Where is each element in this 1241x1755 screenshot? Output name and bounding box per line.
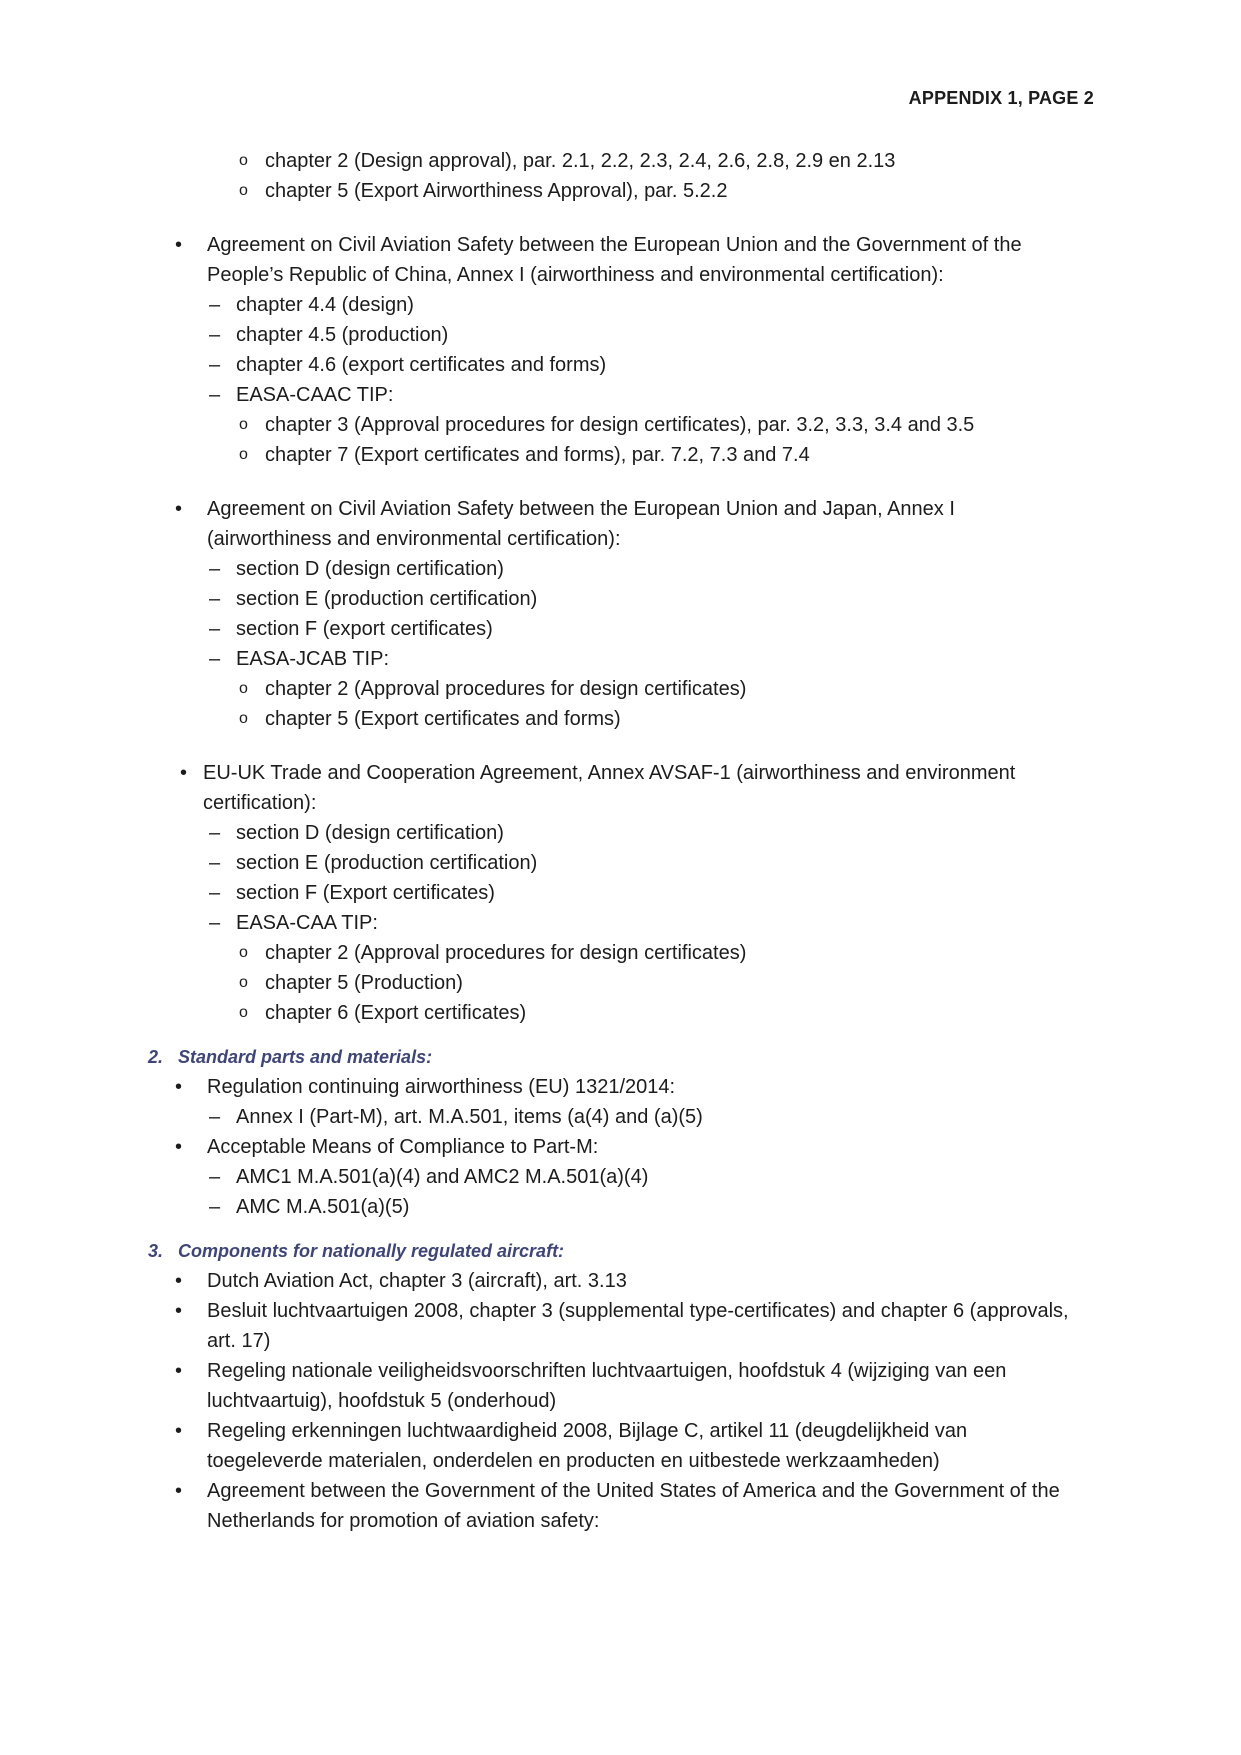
dot-bullet-icon: • bbox=[175, 1270, 183, 1292]
list-item bbox=[0, 290, 1241, 320]
list-item bbox=[0, 380, 1241, 410]
list-item bbox=[0, 176, 1241, 206]
list-item bbox=[0, 1192, 1241, 1222]
list-item-text: chapter 6 (Export certificates) bbox=[265, 1002, 527, 1024]
list-item bbox=[0, 644, 1241, 674]
section-title: Components for nationally regulated aircraft: bbox=[178, 1241, 565, 1261]
dash-bullet-icon: – bbox=[209, 384, 221, 406]
dash-bullet-icon: – bbox=[209, 882, 221, 904]
dot-bullet-icon: • bbox=[175, 1300, 183, 1322]
list-item-text: chapter 4.5 (production) bbox=[236, 324, 449, 346]
list-item bbox=[0, 1162, 1241, 1192]
list-item-text: Regeling erkenningen luchtwaardigheid 2008, Bijlage C, artikel 11 (deugdelijkheid van toegeleverde materialen, onderdelen en producten en uitbestede werkzaamheden) bbox=[207, 1420, 968, 1472]
list-item bbox=[0, 908, 1241, 938]
section-number: 2. bbox=[148, 1047, 164, 1067]
dot-bullet-icon: • bbox=[175, 1360, 183, 1382]
list-item bbox=[0, 998, 1241, 1028]
list-item-text: section F (export certificates) bbox=[236, 618, 493, 640]
agreement-japan bbox=[0, 494, 1241, 554]
section-heading-standard-parts bbox=[0, 1042, 1241, 1072]
list-item bbox=[0, 878, 1241, 908]
list-item-text: section E (production certification) bbox=[236, 588, 538, 610]
list-item-text: section E (production certification) bbox=[236, 852, 538, 874]
list-item bbox=[0, 1476, 1241, 1536]
list-item bbox=[0, 938, 1241, 968]
list-item-text: Dutch Aviation Act, chapter 3 (aircraft), art. 3.13 bbox=[207, 1270, 627, 1292]
agreement-uk bbox=[0, 758, 1241, 818]
circle-bullet-icon: o bbox=[239, 710, 248, 727]
list-item bbox=[0, 1296, 1241, 1356]
list-item bbox=[0, 704, 1241, 734]
list-item-text: section D (design certification) bbox=[236, 822, 504, 844]
dot-bullet-icon: • bbox=[175, 234, 183, 256]
circle-bullet-icon: o bbox=[239, 416, 248, 433]
list-item-text: EASA-JCAB TIP: bbox=[236, 648, 390, 670]
dot-bullet-icon: • bbox=[175, 1480, 183, 1502]
dash-bullet-icon: – bbox=[209, 822, 221, 844]
list-item bbox=[0, 410, 1241, 440]
list-item bbox=[0, 320, 1241, 350]
dash-bullet-icon: – bbox=[209, 324, 221, 346]
dash-bullet-icon: – bbox=[209, 354, 221, 376]
list-item-text: chapter 3 (Approval procedures for design certificates), par. 3.2, 3.3, 3.4 and 3.5 bbox=[265, 414, 975, 436]
dot-bullet-icon: • bbox=[175, 1136, 183, 1158]
dash-bullet-icon: – bbox=[209, 588, 221, 610]
list-item-text: chapter 2 (Approval procedures for design certificates) bbox=[265, 678, 747, 700]
circle-bullet-icon: o bbox=[239, 152, 248, 169]
dash-bullet-icon: – bbox=[209, 294, 221, 316]
page-header: APPENDIX 1, PAGE 2 bbox=[908, 88, 1094, 108]
document-body bbox=[0, 146, 1241, 1536]
dash-bullet-icon: – bbox=[209, 852, 221, 874]
list-item bbox=[0, 1102, 1241, 1132]
list-item-text: chapter 5 (Production) bbox=[265, 972, 463, 994]
list-item bbox=[0, 554, 1241, 584]
list-item-text: chapter 5 (Export certificates and forms) bbox=[265, 708, 621, 730]
list-item-text: EASA-CAAC TIP: bbox=[236, 384, 394, 406]
circle-bullet-icon: o bbox=[239, 680, 248, 697]
list-item-text: Besluit luchtvaartuigen 2008, chapter 3 (supplemental type-certificates) and chapter 6 (approvals, art. 17) bbox=[207, 1300, 1069, 1352]
dash-bullet-icon: – bbox=[209, 912, 221, 934]
list-item bbox=[0, 818, 1241, 848]
circle-bullet-icon: o bbox=[239, 974, 248, 991]
list-item bbox=[0, 440, 1241, 470]
list-item bbox=[0, 1266, 1241, 1296]
list-item-text: Annex I (Part-M), art. M.A.501, items (a(4) and (a)(5) bbox=[236, 1106, 703, 1128]
list-item bbox=[0, 1356, 1241, 1416]
list-item-text: section F (Export certificates) bbox=[236, 882, 495, 904]
list-item bbox=[0, 350, 1241, 380]
list-item-text: chapter 2 (Design approval), par. 2.1, 2.2, 2.3, 2.4, 2.6, 2.8, 2.9 en 2.13 bbox=[265, 150, 896, 172]
list-item bbox=[0, 146, 1241, 176]
list-item-text: Regulation continuing airworthiness (EU) 1321/2014: bbox=[207, 1076, 676, 1098]
list-item-text: Regeling nationale veiligheidsvoorschriften luchtvaartuigen, hoofdstuk 4 (wijziging van een luchtvaartuig), hoofdstuk 5 (onderhoud) bbox=[207, 1360, 1007, 1412]
list-item-text: Agreement between the Government of the United States of America and the Government of the Netherlands for promotion of aviation safety: bbox=[207, 1480, 1060, 1532]
list-item-text: AMC1 M.A.501(a)(4) and AMC2 M.A.501(a)(4) bbox=[236, 1166, 649, 1188]
agreement-title: Agreement on Civil Aviation Safety between the European Union and Japan, Annex I (airworthiness and environmental certification): bbox=[207, 498, 955, 550]
list-item bbox=[0, 1132, 1241, 1162]
dash-bullet-icon: – bbox=[209, 648, 221, 670]
list-item-text: section D (design certification) bbox=[236, 558, 504, 580]
dot-bullet-icon: • bbox=[180, 762, 188, 784]
agreement-title: EU-UK Trade and Cooperation Agreement, Annex AVSAF-1 (airworthiness and environment certification): bbox=[203, 762, 1016, 814]
list-item bbox=[0, 968, 1241, 998]
agreement-china bbox=[0, 230, 1241, 290]
list-item-text: Acceptable Means of Compliance to Part-M: bbox=[207, 1136, 599, 1158]
section-heading-components bbox=[0, 1236, 1241, 1266]
list-item-text: chapter 2 (Approval procedures for design certificates) bbox=[265, 942, 747, 964]
circle-bullet-icon: o bbox=[239, 182, 248, 199]
circle-bullet-icon: o bbox=[239, 446, 248, 463]
list-item bbox=[0, 584, 1241, 614]
list-item bbox=[0, 1416, 1241, 1476]
dot-bullet-icon: • bbox=[175, 1420, 183, 1442]
section-number: 3. bbox=[148, 1241, 164, 1261]
list-item bbox=[0, 674, 1241, 704]
list-item-text: chapter 4.4 (design) bbox=[236, 294, 414, 316]
list-item bbox=[0, 614, 1241, 644]
dash-bullet-icon: – bbox=[209, 1166, 221, 1188]
section-title: Standard parts and materials: bbox=[178, 1047, 433, 1067]
list-item-text: AMC M.A.501(a)(5) bbox=[236, 1196, 410, 1218]
circle-bullet-icon: o bbox=[239, 1004, 248, 1021]
dot-bullet-icon: • bbox=[175, 1076, 183, 1098]
list-item-text: chapter 5 (Export Airworthiness Approval), par. 5.2.2 bbox=[265, 180, 728, 202]
list-item bbox=[0, 1072, 1241, 1102]
list-item-text: EASA-CAA TIP: bbox=[236, 912, 378, 934]
agreement-title: Agreement on Civil Aviation Safety between the European Union and the Government of the People’s Republic of China, Annex I (airworthiness and environmental certification): bbox=[207, 234, 1022, 286]
dash-bullet-icon: – bbox=[209, 618, 221, 640]
dot-bullet-icon: • bbox=[175, 498, 183, 520]
dash-bullet-icon: – bbox=[209, 558, 221, 580]
list-item-text: chapter 7 (Export certificates and forms), par. 7.2, 7.3 and 7.4 bbox=[265, 444, 810, 466]
circle-bullet-icon: o bbox=[239, 944, 248, 961]
dash-bullet-icon: – bbox=[209, 1106, 221, 1128]
dash-bullet-icon: – bbox=[209, 1196, 221, 1218]
list-item-text: chapter 4.6 (export certificates and forms) bbox=[236, 354, 607, 376]
list-item bbox=[0, 848, 1241, 878]
